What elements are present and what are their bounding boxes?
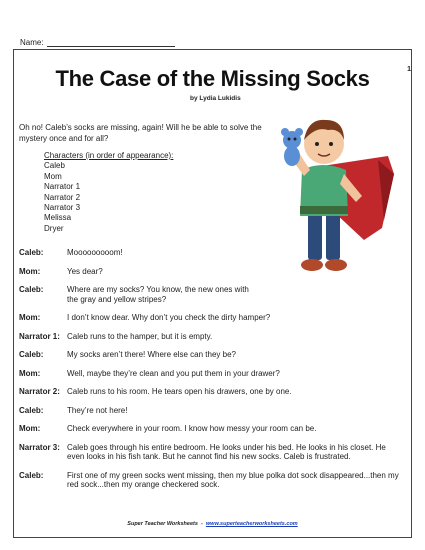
- dialogue-row: [19, 424, 404, 434]
- character-item: Narrator 2: [44, 192, 81, 202]
- speaker: Mom:: [19, 313, 41, 322]
- speaker: Caleb:: [19, 470, 44, 480]
- footer-url-link[interactable]: www.superteacherworksheets.com: [205, 521, 298, 527]
- speaker: Mom:: [19, 266, 41, 276]
- story-title: The Case of the Missing Socks: [55, 66, 370, 91]
- speaker: Narrator 3:: [19, 442, 60, 452]
- name-field-line: [20, 38, 175, 47]
- line: Where are my socks? You know, the new ones with the gray and yellow stripes?: [67, 285, 249, 304]
- dialogue-script: [19, 248, 404, 499]
- dialogue-row: [19, 248, 404, 258]
- speaker: Mom:: [19, 424, 41, 433]
- speaker: Caleb:: [19, 248, 44, 257]
- speaker: Narrator 2:: [19, 387, 60, 396]
- footer: [0, 521, 425, 527]
- character-item: Caleb: [44, 161, 65, 171]
- line: Well, maybe they’re clean and you put them in your drawer?: [67, 368, 280, 378]
- line: Yes dear?: [67, 266, 103, 276]
- characters-list: [44, 151, 173, 234]
- page-number: 1: [407, 66, 411, 73]
- speaker: Caleb:: [19, 405, 44, 415]
- character-item: Mom: [44, 171, 62, 181]
- dialogue-row: [19, 313, 404, 323]
- name-label: Name:: [20, 38, 44, 47]
- line: First one of my green socks went missing, then my blue polka dot sock disappeared...then my red sock...then my orange checkered sock.: [67, 470, 399, 489]
- line: Caleb runs to his room. He tears open his drawers, one by one.: [67, 387, 292, 396]
- speaker: Mom:: [19, 368, 41, 378]
- character-item: Narrator 3: [44, 203, 81, 213]
- dialogue-row: [19, 285, 404, 304]
- line: Mooooooooom!: [67, 248, 123, 257]
- speaker: Narrator 1:: [19, 331, 60, 341]
- line: I don’t know dear. Why don’t you check the dirty hamper?: [67, 313, 271, 322]
- character-item: Dryer: [44, 223, 64, 233]
- line: Caleb runs to the hamper, but it is empty.: [67, 331, 213, 341]
- line: My socks aren’t there! Where else can they be?: [67, 350, 236, 359]
- footer-brand: Super Teacher Worksheets: [127, 521, 198, 527]
- character-item: Narrator 1: [44, 182, 81, 192]
- line: Check everywhere in your room. I know how messy your room can be.: [67, 424, 317, 433]
- dialogue-row: [19, 369, 404, 379]
- character-item: Melissa: [44, 213, 72, 223]
- dialogue-row: [19, 406, 404, 416]
- line: They’re not here!: [67, 405, 128, 415]
- dialogue-row: [19, 267, 404, 277]
- line: Caleb goes through his entire bedroom. He looks under his bed. He looks in his closet. He even looks in his fish tank. But he cannot find his new socks. Caleb is frustrated.: [67, 442, 386, 461]
- byline: by Lydia Lukidis: [190, 95, 241, 102]
- dialogue-row: [19, 350, 404, 360]
- intro-paragraph: Oh no! Caleb’s socks are missing, again! Will he be able to solve the mystery once and for all?: [19, 123, 262, 143]
- dialogue-row: [19, 443, 404, 462]
- speaker: Caleb:: [19, 350, 44, 359]
- speaker: Caleb:: [19, 285, 44, 294]
- dialogue-row: [19, 387, 404, 397]
- characters-heading: Characters (in order of appearance):: [44, 151, 174, 160]
- dialogue-row: [19, 471, 404, 490]
- footer-separator: -: [200, 521, 203, 527]
- dialogue-row: [19, 332, 404, 342]
- name-blank: [47, 38, 175, 47]
